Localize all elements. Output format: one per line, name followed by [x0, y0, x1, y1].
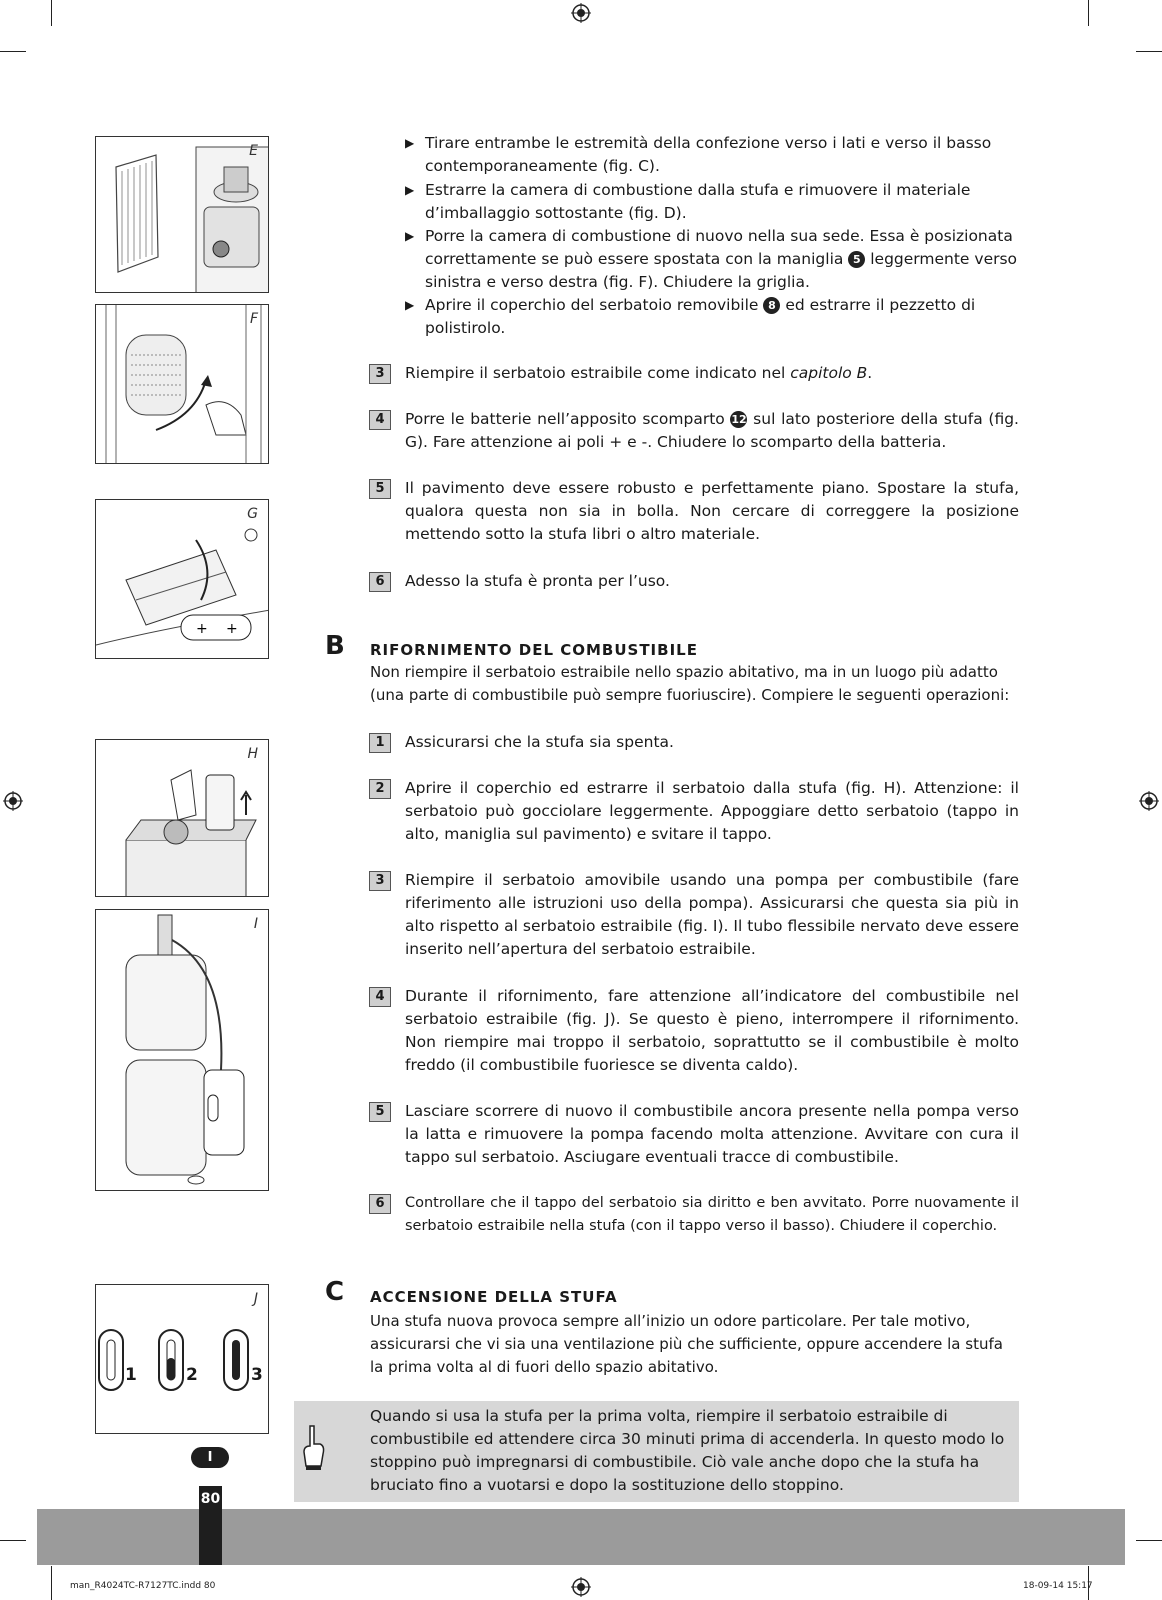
footer-date: 18-09-14 15:17	[1023, 1581, 1093, 1591]
registration-mark-icon	[571, 1577, 591, 1597]
bullet-item	[405, 132, 1019, 178]
figure-f-illustration	[96, 305, 269, 464]
step-text: Lasciare scorrere di nuovo il combustibile ancora presente nella pompa verso la latta e rimuovere la pompa facendo molta attenzione. Avvitare con cura il tappo sul serbatoio. Asciugare eventuali tracce di combustibile.	[405, 1102, 1019, 1166]
section-intro: Non riempire il serbatoio estraibile nello spazio abitativo, ma in un luogo più adatto (una parte di combustibile può sempre fuoriuscire). Compiere le seguenti operazioni:	[370, 663, 1010, 704]
figure-j	[95, 1284, 269, 1434]
figure-g-illustration	[96, 500, 269, 659]
step-text-part: Porre le batterie nell’apposito scomparto	[405, 410, 731, 428]
page-number: 80	[200, 1491, 221, 1507]
step-text: Durante il rifornimento, fare attenzione all’indicatore del combustibile nel serbatoio estraibile (fig. J). Se questo è pieno, interrompere il rifornimento. Non riempire mai troppo il serbatoio, soprattutto se il combustibile è molto freddo (il combustibile fuoriesce se diventa caldo).	[405, 987, 1019, 1074]
bullet-item	[405, 225, 1019, 294]
figure-i	[95, 909, 269, 1191]
bullet-text: leggermente verso sinistra e verso destra (fig. F). Chiudere la griglia.	[425, 250, 1018, 291]
step-number: 1	[369, 733, 391, 753]
triangle-bullet-icon: ▶	[405, 298, 415, 312]
section-title: RIFORNIMENTO DEL COMBUSTIBILE	[370, 641, 698, 659]
step-text	[405, 408, 1019, 454]
step-text: Riempire il serbatoio amovibile usando una pompa per combustibile (fare riferimento alle istruzioni uso della pompa). Assicurarsi che questa sia più in alto rispetto al serbatoio estraibile (fig. I). Il tubo flessibile nervato deve essere inserito nell’apertura del serbatoio estraibile.	[405, 871, 1019, 958]
part-number-marker: 8	[763, 297, 780, 314]
figure-g	[95, 499, 269, 659]
triangle-bullet-icon: ▶	[405, 136, 415, 150]
chapter-reference: capitolo B	[790, 364, 868, 382]
section-title: ACCENSIONE DELLA STUFA	[370, 1288, 618, 1306]
figure-h-illustration	[96, 740, 269, 897]
bullet-item	[405, 179, 1019, 225]
figure-label: E	[249, 143, 258, 159]
figure-label: J	[253, 1291, 258, 1307]
figure-e-illustration	[96, 137, 269, 293]
step-text: Aprire il coperchio ed estrarre il serbatoio dalla stufa (fig. H). Attenzione: il serbatoio può gocciolare leggermente. Appoggiare detto serbatoio (tappo in alto, maniglia sul pavimento) e svitare il tappo.	[405, 779, 1019, 843]
bullet-text: Tirare entrambe le estremità della confezione verso i lati e verso il basso contemporaneamente (fig. C).	[425, 134, 992, 175]
svg-text:+: +	[196, 621, 208, 637]
bullet-text: ed estrarre il pezzetto di polistirolo.	[425, 296, 976, 337]
note-text: Quando si usa la stufa per la prima volta, riempire il serbatoio estraibile di combustibile ed attendere circa 30 minuti prima di accenderla. In questo modo lo stoppino può impregnarsi di combustibile. Ciò vale anche dopo che la stufa ha bruciato fino a vuotarsi e dopo la sostituzione dello stoppino.	[370, 1407, 1005, 1494]
figure-j-fuel-indicator-illustration	[96, 1285, 269, 1434]
step-number: 6	[369, 1194, 391, 1214]
bullet-item	[405, 294, 1019, 340]
triangle-bullet-icon: ▶	[405, 229, 415, 243]
figure-e	[95, 136, 269, 293]
registration-mark-icon	[3, 791, 23, 811]
fuel-indicator-label: 2	[186, 1365, 198, 1385]
language-badge: I	[191, 1447, 229, 1468]
fuel-indicator-label: 3	[251, 1365, 263, 1385]
step-number: 6	[369, 572, 391, 592]
step-number: 4	[369, 410, 391, 430]
crop-mark	[1136, 1540, 1162, 1541]
bullet-text: Estrarre la camera di combustione dalla stufa e rimuovere il materiale d’imballaggio sottostante (fig. D).	[425, 181, 971, 222]
fuel-indicator-label: 1	[125, 1365, 137, 1385]
crop-mark	[51, 0, 52, 26]
figure-label: I	[253, 916, 258, 932]
section-letter: B	[325, 631, 345, 661]
step-number: 5	[369, 479, 391, 499]
crop-mark	[1136, 51, 1162, 52]
figure-label: F	[249, 311, 258, 327]
crop-mark	[51, 1566, 52, 1600]
section-intro: Una stufa nuova provoca sempre all’inizio un odore particolare. Per tale motivo, assicurarsi che vi sia una ventilazione più che sufficiente, oppure accendere la stufa la prima volta al di fuori dello spazio abitativo.	[370, 1312, 1003, 1376]
step-text: Assicurarsi che la stufa sia spenta.	[405, 733, 674, 751]
figure-f	[95, 304, 269, 464]
step-number: 3	[369, 871, 391, 891]
triangle-bullet-icon: ▶	[405, 183, 415, 197]
step-text	[405, 362, 1019, 385]
crop-mark	[0, 1540, 26, 1541]
step-text: Il pavimento deve essere robusto e perfettamente piano. Spostare la stufa, qualora questa non sia in bolla. Non cercare di correggere la posizione mettendo sotto la stufa libri o altro materiale.	[405, 479, 1019, 543]
figure-h	[95, 739, 269, 897]
step-number: 4	[369, 987, 391, 1007]
crop-mark	[0, 51, 26, 52]
step-number: 5	[369, 1102, 391, 1122]
figure-label: H	[247, 746, 258, 762]
step-text-part: Riempire il serbatoio estraibile come indicato nel	[405, 364, 791, 382]
bullet-text: Porre la camera di combustione di nuovo nella sua sede. Essa è posizionata correttamente se può essere spostata con la maniglia	[425, 227, 1013, 268]
bullet-text: Aprire il coperchio del serbatoio removibile	[425, 296, 764, 314]
footer-file: man_R4024TC-R7127TC.indd 80	[70, 1581, 216, 1591]
figure-i-illustration	[96, 910, 269, 1191]
pointing-hand-note-icon	[298, 1422, 328, 1472]
step-number: 3	[369, 364, 391, 384]
crop-mark	[1088, 0, 1089, 26]
part-number-marker: 5	[848, 251, 865, 268]
step-text-part: .	[867, 364, 873, 382]
figure-label: G	[247, 506, 258, 522]
step-number: 2	[369, 779, 391, 799]
registration-mark-icon	[571, 3, 591, 23]
section-letter: C	[325, 1277, 345, 1307]
step-text-part: sul lato posteriore della stufa (fig. G). Fare attenzione ai poli + e -. Chiudere lo scomparto della batteria.	[405, 410, 1019, 451]
svg-text:+: +	[226, 621, 238, 637]
part-number-marker: 12	[731, 413, 747, 426]
step-text: Controllare che il tappo del serbatoio sia diritto e ben avvitato. Porre nuovamente il serbatoio estraibile nella stufa (con il tappo verso il basso). Chiudere il coperchio.	[405, 1195, 1019, 1234]
registration-mark-icon	[1139, 791, 1159, 811]
step-text: Adesso la stufa è pronta per l’uso.	[405, 572, 670, 590]
